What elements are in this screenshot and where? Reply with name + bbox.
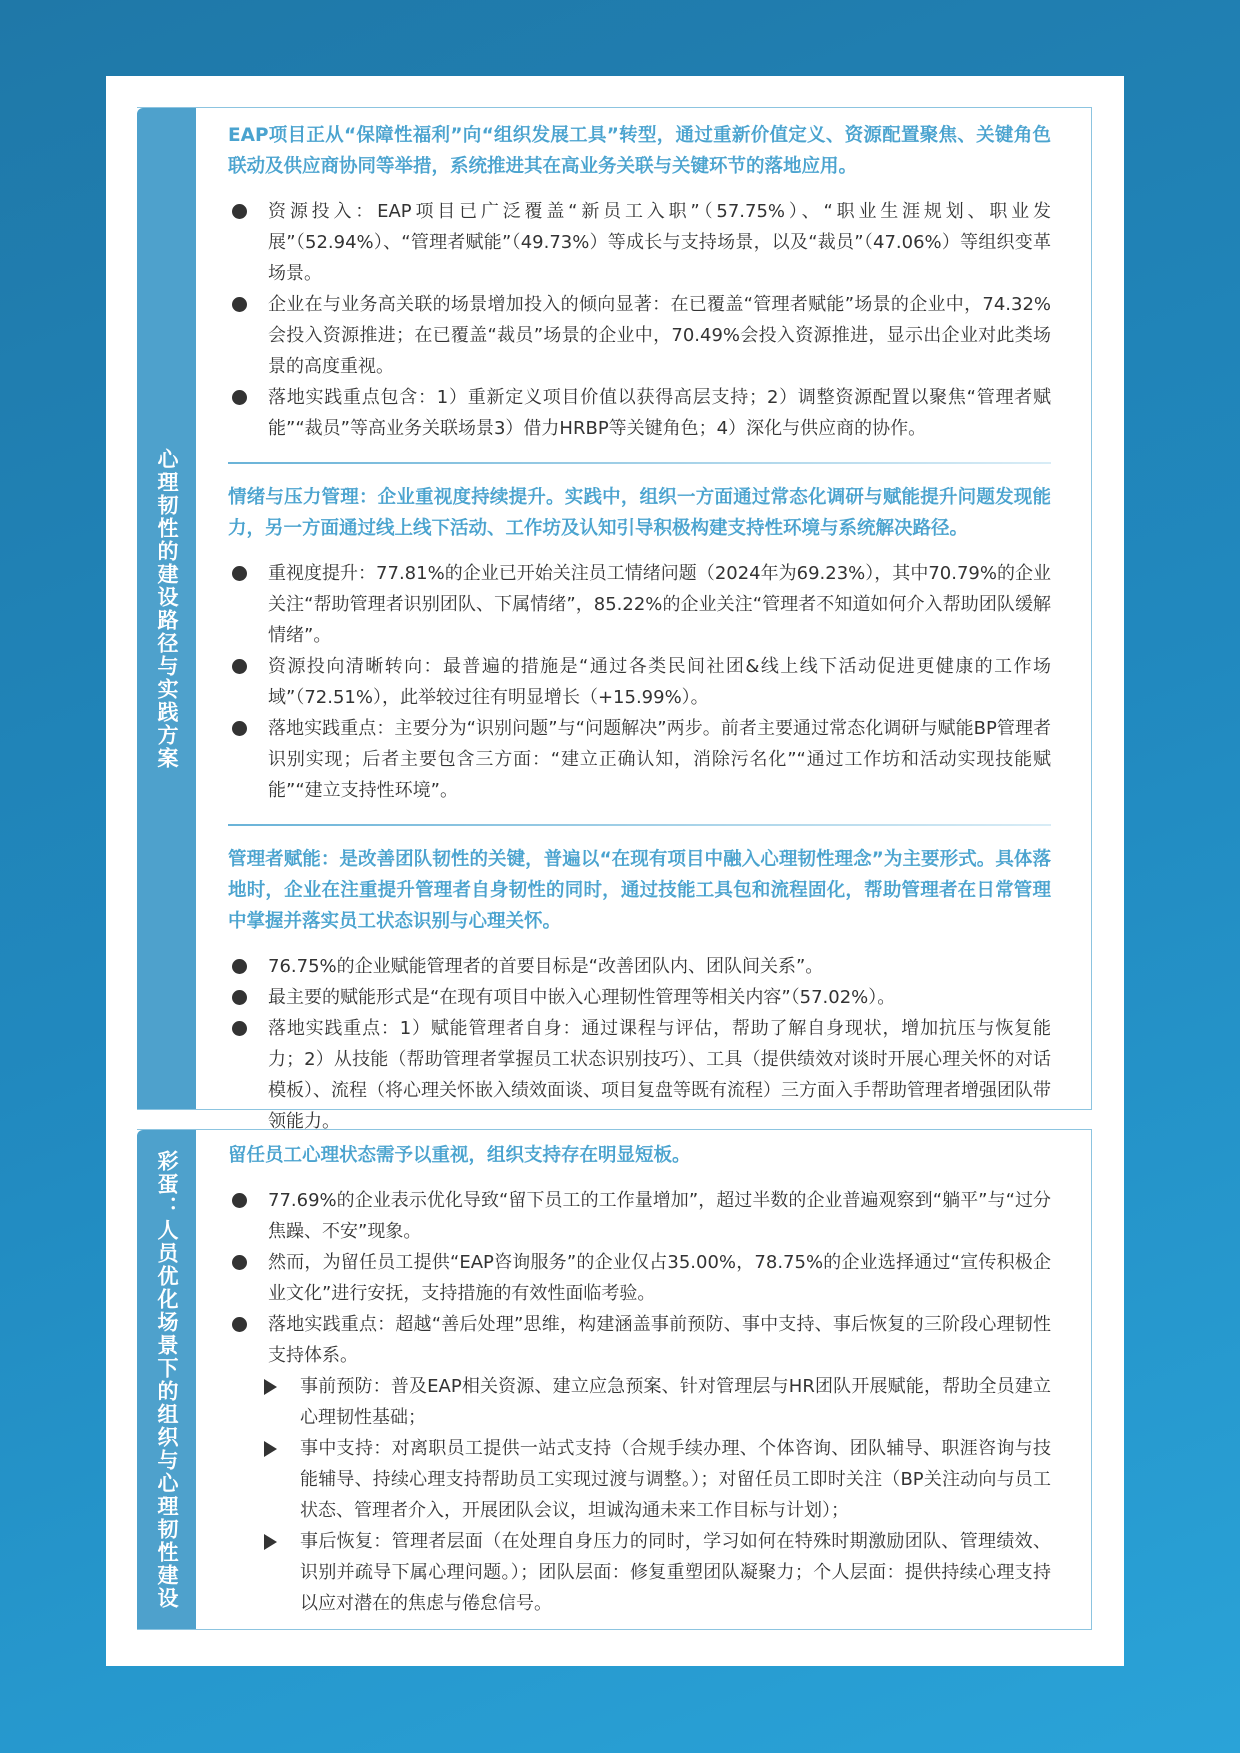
triangle-bullet-icon [264,1441,277,1457]
triangle-bullet-icon [264,1534,277,1550]
sub-list-item [228,1371,1051,1433]
section-side-label [137,108,196,1109]
bullet-icon [232,1193,247,1208]
bullet-icon [232,204,247,219]
bullet-text: 77.69%的企业表示优化导致“留下员工的工作量增加”，超过半数的企业普遍观察到“躺平”与“过分焦躁、不安”现象。 [268,1190,1051,1242]
bullet-text: 落地实践重点：1）赋能管理者自身：通过课程与评估，帮助了解自身现状，增加抗压与恢复能力；2）从技能（帮助管理者掌握员工状态识别技巧）、工具（提供绩效对谈时开展心理关怀的对话模板）、流程（将心理关怀嵌入绩效面谈、项目复盘等既有流程）三方面入手帮助管理者增强团队带领能力。 [268,1018,1051,1132]
bullet-icon [232,1021,247,1036]
bullet-icon [232,566,247,581]
list-item [228,1185,1051,1247]
page-card [106,76,1124,1666]
bullet-icon [232,297,247,312]
bullet-text: 事前预防：普及EAP相关资源、建立应急预案、针对管理层与HR团队开展赋能，帮助全员建立心理韧性基础； [300,1376,1051,1428]
list-item [228,951,1051,982]
bullet-icon [232,1255,247,1270]
divider [228,462,1051,464]
triangle-bullet-icon [264,1379,277,1395]
bullet-text: 然而，为留任员工提供“EAP咨询服务”的企业仅占35.00%，78.75%的企业选择通过“宣传积极企业文化”进行安抚，支持措施的有效性面临考验。 [268,1252,1051,1304]
bullet-icon [232,721,247,736]
bullet-text: 落地实践重点包含：1）重新定义项目价值以获得高层支持；2）调整资源配置以聚焦“管理者赋能”“裁员”等高业务关联场景3）借力HRBP等关键角色；4）深化与供应商的协作。 [268,387,1051,439]
section-resilience-path [137,107,1092,1132]
side-label-text: 心理韧性的建设路径与实践方案 [155,447,179,770]
list-item [228,651,1051,713]
section-layoff-bonus [137,1129,1092,1630]
bullet-text: 落地实践重点：主要分为“识别问题”与“问题解决”两步。前者主要通过常态化调研与赋能BP管理者识别实现；后者主要包含三方面：“建立正确认知，消除污名化”“通过工作坊和活动实现技能赋能”“建立支持性环境”。 [268,718,1051,801]
bullet-text: 事后恢复：管理者层面（在处理自身压力的同时，学习如何在特殊时期激励团队、管理绩效、识别并疏导下属心理问题。）；团队层面：修复重塑团队凝聚力；个人层面：提供持续心理支持以应对潜在的焦虑与倦怠信号。 [300,1531,1051,1614]
section-side-label [137,1130,196,1629]
block-eap [228,108,1051,454]
list-item [228,196,1051,289]
bullet-icon [232,390,247,405]
divider [228,824,1051,826]
list-item [228,982,1051,1013]
list-item [228,289,1051,382]
bullet-text: 资源投向清晰转向：最普遍的措施是“通过各类民间社团&线上线下活动促进更健康的工作场域”（72.51%），此举较过往有明显增长（+15.99%）。 [268,656,1051,708]
block-title: 情绪与压力管理：企业重视度持续提升。实践中，组织一方面通过常态化调研与赋能提升问题发现能力，另一方面通过线上线下活动、工作坊及认知引导积极构建支持性环境与系统解决路径。 [228,487,1051,539]
bullet-icon [232,959,247,974]
bullet-text: 落地实践重点：超越“善后处理”思维，构建涵盖事前预防、事中支持、事后恢复的三阶段心理韧性支持体系。 [268,1314,1051,1366]
bullet-text: 重视度提升：77.81%的企业已开始关注员工情绪问题（2024年为69.23%），其中70.79%的企业关注“帮助管理者识别团队、下属情绪”，85.22%的企业关注“管理者不知道如何介入帮助团队缓解情绪”。 [268,563,1051,646]
bullet-text: 最主要的赋能形式是“在现有项目中嵌入心理韧性管理等相关内容”（57.02%）。 [268,987,896,1008]
bullet-text: 资源投入：EAP项目已广泛覆盖“新员工入职”（57.75%）、“职业生涯规划、职业发展”（52.94%）、“管理者赋能”（49.73%）等成长与支持场景，以及“裁员”（47.06%）等组织变革场景。 [268,201,1051,284]
block-title: 留任员工心理状态需予以重视，组织支持存在明显短板。 [228,1145,691,1166]
bullet-icon [232,990,247,1005]
bullet-text: 企业在与业务高关联的场景增加投入的倾向显著：在已覆盖“管理者赋能”场景的企业中，74.32%会投入资源推进；在已覆盖“裁员”场景的企业中，70.49%会投入资源推进，显示出企业对此类场景的高度重视。 [268,294,1051,377]
sub-list-item [228,1526,1051,1619]
list-item [228,1013,1051,1137]
bullet-icon [232,659,247,674]
list-item [228,1247,1051,1309]
block-retained-staff [228,1130,1051,1629]
block-title: EAP项目正从“保障性福利”向“组织发展工具”转型，通过重新价值定义、资源配置聚焦、关键角色联动及供应商协同等举措，系统推进其在高业务关联与关键环节的落地应用。 [228,125,1051,177]
bullet-text: 76.75%的企业赋能管理者的首要目标是“改善团队内、团队间关系”。 [268,956,824,977]
block-emotion [228,472,1051,816]
list-item [228,1309,1051,1371]
bullet-text: 事中支持：对离职员工提供一站式支持（合规手续办理、个体咨询、团队辅导、职涯咨询与技能辅导、持续心理支持帮助员工实现过渡与调整。）；对留任员工即时关注（BP关注动向与员工状态、管理者介入，开展团队会议，坦诚沟通未来工作目标与计划）； [300,1438,1051,1521]
block-manager [228,834,1051,1147]
list-item [228,713,1051,806]
list-item [228,558,1051,651]
sub-list-item [228,1433,1051,1526]
side-label-text: 彩蛋：人员优化场景下的组织与心理韧性建设 [155,1149,179,1610]
bullet-icon [232,1317,247,1332]
list-item [228,382,1051,444]
block-title: 管理者赋能：是改善团队韧性的关键，普遍以“在现有项目中融入心理韧性理念”为主要形式。具体落地时，企业在注重提升管理者自身韧性的同时，通过技能工具包和流程固化，帮助管理者在日常管理中掌握并落实员工状态识别与心理关怀。 [228,849,1051,932]
